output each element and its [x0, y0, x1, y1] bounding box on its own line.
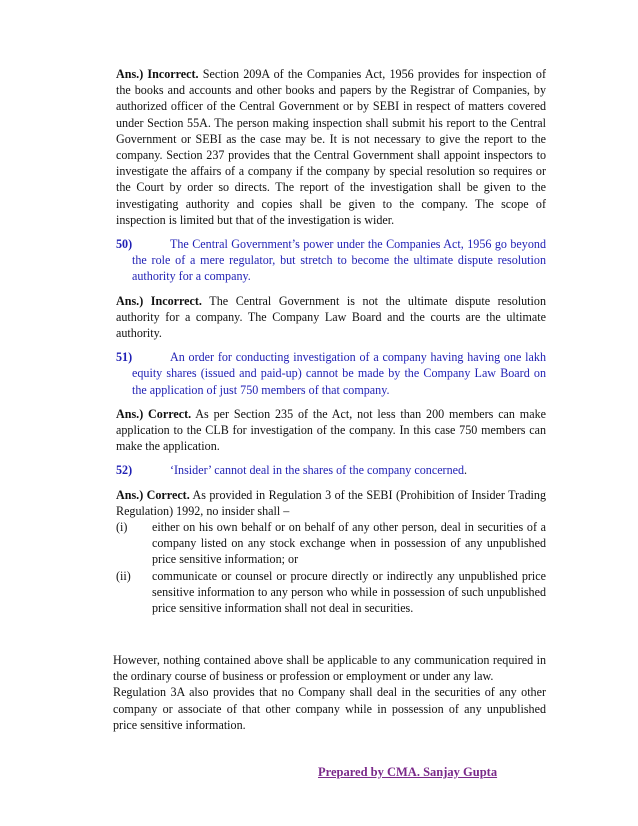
answer-52 — [116, 487, 546, 519]
closing-paragraph-1: However, nothing contained above shall be applicable to any communication required in the ordinary course of business or profession or employment or under any law. — [113, 653, 546, 684]
question-number: 50) — [116, 237, 133, 252]
answer-text: As provided in Regulation 3 of the SEBI (Prohibition of Insider Trading Regulation) 1992, no insider shall – — [116, 487, 546, 518]
answer-51 — [116, 406, 546, 455]
answer-label: Ans.) Correct. — [116, 487, 190, 502]
question-number: 52) — [116, 463, 133, 478]
question-number: 51) — [116, 350, 133, 365]
question-text: The Central Government’s power under the Companies Act, 1956 go beyond the role of a mere regulator, but stretch to become the ultimate dispute resolution authority for a company. — [132, 237, 546, 284]
list-item-number: (ii) — [116, 568, 131, 583]
question-text: ‘Insider’ cannot deal in the shares of the company concerned — [170, 463, 465, 478]
document-body — [116, 66, 546, 616]
answer-label: Ans.) Correct. — [116, 406, 192, 421]
list-item — [116, 519, 546, 568]
closing-section — [113, 652, 546, 733]
list-item-text: communicate or counsel or procure directly or indirectly any unpublished price sensitive information to any person who while in possession of such unpublished price sensitive information shall not deal in securities. — [152, 568, 546, 616]
question-51 — [116, 349, 546, 398]
answer-label: Ans.) Incorrect. — [116, 293, 202, 308]
answer-label: Ans.) Incorrect. — [116, 67, 199, 81]
answer-52-list — [116, 519, 546, 616]
answer-text: As per Section 235 of the Act, not less than 200 members can make application to the CLB for investigation of the company. In this case 750 members can make the application. — [116, 406, 546, 454]
list-item-text: either on his own behalf or on behalf of any other person, deal in securities of a company listed on any stock exchange when in possession of any unpublished price sensitive information; or — [152, 520, 546, 567]
question-50 — [116, 236, 546, 285]
footer-credit: Prepared by CMA. Sanjay Gupta — [318, 765, 498, 779]
question-52 — [116, 462, 546, 478]
closing-paragraph-2: Regulation 3A also provides that no Company shall deal in the securities of any other company or associate of that other company while in possession of any unpublished price sensitive information. — [113, 685, 546, 732]
list-item — [116, 568, 546, 617]
answer-text: Section 209A of the Companies Act, 1956 provides for inspection of the books and accounts and other books and papers by the Registrar of Companies, by authorized officer of the Central Government or by SEBI in respect of matters covered under Section 55A. The person making inspection shall submit his report to the Central Government or SEBI as the case may be. It is not necessary to give the report to the company. Section 237 provides that the Central Government shall appoint inspectors to investigate the affairs of a company if the company by special resolution so requires or the Court by order so directs. The report of the investigation shall be given to the investigating authority and copies shall be given to the company. The scope of inspection is limited but that of the investigation is wider. — [116, 67, 546, 227]
question-end: . — [464, 463, 468, 478]
list-item-number: (i) — [116, 520, 128, 535]
answer-text: The Central Government is not the ultimate dispute resolution authority for a company. The Company Law Board and the courts are the ultimate authority. — [116, 293, 547, 341]
question-text: An order for conducting investigation of a company having having one lakh equity shares (issued and paid-up) cannot be made by the Company Law Board on the application of just 750 members of that company. — [132, 350, 546, 397]
answer-49 — [116, 66, 546, 228]
answer-50 — [116, 293, 546, 342]
